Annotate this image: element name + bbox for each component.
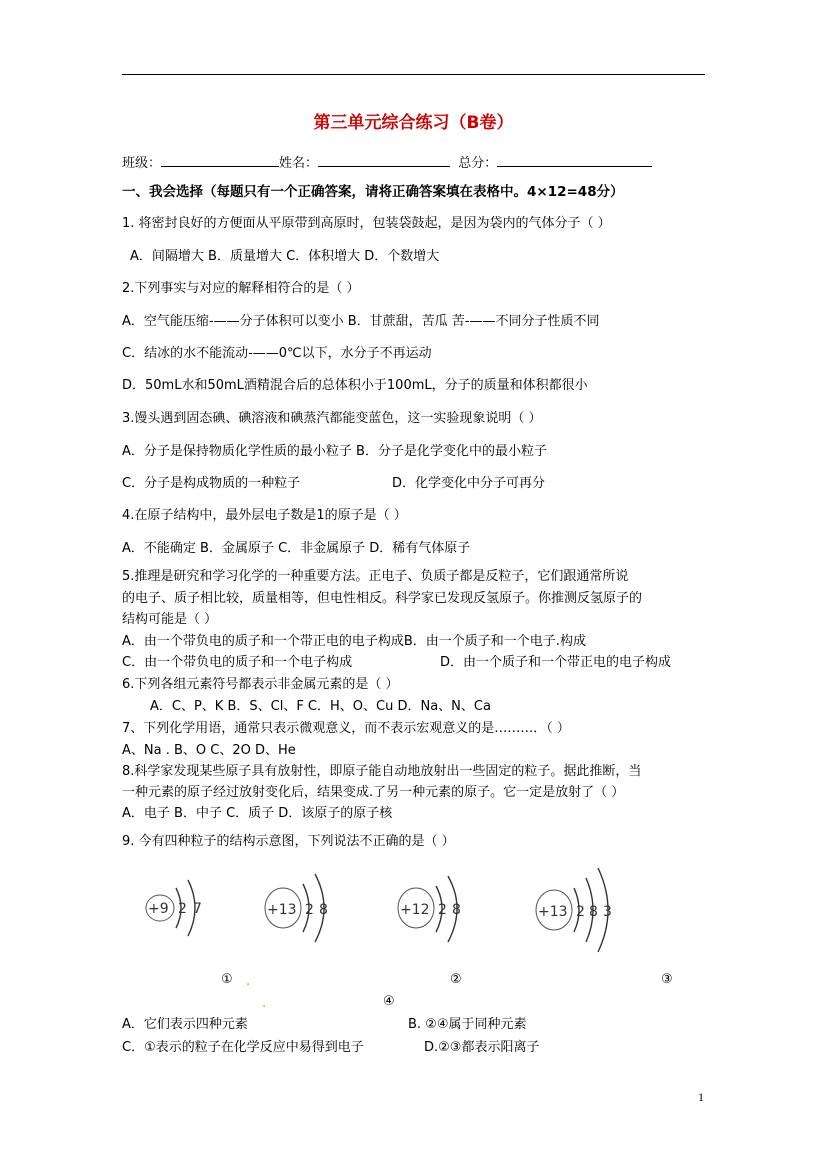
atom-diagram-1 (138, 868, 218, 948)
name-label: 姓名： (279, 156, 319, 171)
q9-option-b: B. ②④属于同种元素 (408, 1017, 527, 1032)
q5-line2: 的电子、质子相比较，质量相等，但电性相反。科学家已发现反氢原子。你推测反氢原子的 (122, 591, 643, 606)
q5-line3: 结构可能是（ ） (122, 612, 218, 627)
name-blank (318, 152, 450, 167)
q5-line1: 5.推理是研究和学习化学的一种重要方法。正电子、负质子都是反粒子，它们跟通常所说 (122, 569, 629, 584)
q3-option-d: D．化学变化中分子可再分 (392, 476, 546, 491)
q8-line2: 一种元素的原子经过放射变化后，结果变成.了另一种元素的原子。它一定是放射了（ ） (122, 785, 625, 800)
q9-option-a: A．它们表示四种元素 (122, 1017, 248, 1032)
q5-option-c: C．由一个带负电的质子和一个电子构成 (122, 655, 353, 670)
atom-diagram-2 (255, 862, 345, 952)
atom-3-nucleus: +12 (400, 902, 430, 918)
atom-diagram-4 (528, 860, 628, 960)
atom-1-shell-2: 7 (193, 901, 202, 917)
q5-option-d: D．由一个质子和一个带正电的电子构成 (440, 655, 672, 670)
atom-3-shell-1: 2 (438, 902, 447, 918)
atom-4-shell-2: 8 (589, 904, 598, 920)
class-blank (161, 152, 279, 167)
atom-1-nucleus: +9 (148, 901, 169, 917)
score-label: 总分： (458, 156, 498, 171)
atom-2-shell-2: 8 (319, 902, 328, 918)
label-1: ① (221, 972, 233, 987)
q3-option-c: C．分子是构成物质的一种粒子 (122, 476, 301, 491)
atom-4-shell-1: 2 (576, 904, 585, 920)
q4-options: A．不能确定 B．金属原子 C．非金属原子 D．稀有气体原子 (122, 541, 471, 556)
q6-stem: 6.下列各组元素符号都表示非金属元素的是（ ） (122, 677, 399, 692)
stray-dot: . (246, 974, 251, 989)
q5-option-ab: A．由一个带负电的质子和一个带正电的电子构成B．由一个质子和一个电子.构成 (122, 634, 586, 649)
q9-option-c: C．①表示的粒子在化学反应中易得到电子 (122, 1040, 364, 1055)
q4-stem: 4.在原子结构中，最外层电子数是1的原子是（ ） (122, 508, 407, 523)
atom-1-shell-1: 2 (178, 901, 187, 917)
q2-stem: 2.下列事实与对应的解释相符合的是（ ） (122, 281, 360, 296)
stray-dot: . (262, 996, 267, 1011)
q7-stem: 7、下列化学用语，通常只表示微观意义，而不表示宏观意义的是………．（ ） (122, 721, 570, 736)
q8-options: A．电子 B．中子 C．质子 D．该原子的原子核 (122, 806, 393, 821)
atom-diagram-3 (388, 864, 478, 954)
q2-option-ab: A．空气能压缩-——分子体积可以变小 B．甘蔗甜，苦瓜 苦-——不同分子性质不同 (122, 314, 600, 329)
class-field (122, 152, 652, 172)
q8-line1: 8.科学家发现某些原子具有放射性，即原子能自动地放射出一些固定的粒子。据此推断，当 (122, 764, 642, 779)
q9-option-d: D.②③都表示阳离子 (424, 1040, 540, 1055)
q1-stem: 1. 将密封良好的方便面从平原带到高原时，包装袋鼓起，是因为袋内的气体分子（ ） (122, 216, 611, 231)
q3-option-ab: A．分子是保持物质化学性质的最小粒子 B．分子是化学变化中的最小粒子 (122, 444, 547, 459)
score-blank (497, 152, 652, 167)
atom-3-shell-2: 8 (452, 902, 461, 918)
q6-options: A．C、P、K B．S、Cl、F C．H、O、Cu D．Na、N、Ca (150, 699, 491, 714)
class-label: 班级： (122, 156, 162, 171)
label-2: ② (450, 972, 462, 987)
page-number: 1 (698, 1090, 704, 1104)
q2-option-d: D．50mL水和50mL酒精混合后的总体积小于100mL，分子的质量和体积都很小 (122, 378, 588, 393)
q7-options: A、Na . B、O C、2O D、He (122, 743, 296, 758)
atom-2-nucleus: +13 (267, 902, 297, 918)
label-3: ③ (661, 972, 673, 987)
q9-stem: 9. 今有四种粒子的结构示意图，下列说法不正确的是（ ） (122, 834, 455, 849)
atom-4-nucleus: +13 (538, 904, 568, 920)
q2-option-c: C．结冰的水不能流动-——0℃以下，水分子不再运动 (122, 346, 432, 361)
atom-4-shell-3: 3 (603, 904, 612, 920)
q1-options: A．间隔增大 B．质量增大 C．体积增大 D．个数增大 (130, 249, 440, 264)
section-heading: 一、我会选择（每题只有一个正确答案，请将正确答案填在表格中。4×12=48分） (122, 184, 624, 200)
q3-stem: 3.馒头遇到固态碘、碘溶液和碘蒸汽都能变蓝色，这一实验现象说明（ ） (122, 411, 542, 426)
atom-2-shell-1: 2 (305, 902, 314, 918)
header-rule (122, 74, 705, 75)
page-title: 第三单元综合练习（B卷） (313, 113, 514, 133)
label-4: ④ (383, 994, 395, 1009)
